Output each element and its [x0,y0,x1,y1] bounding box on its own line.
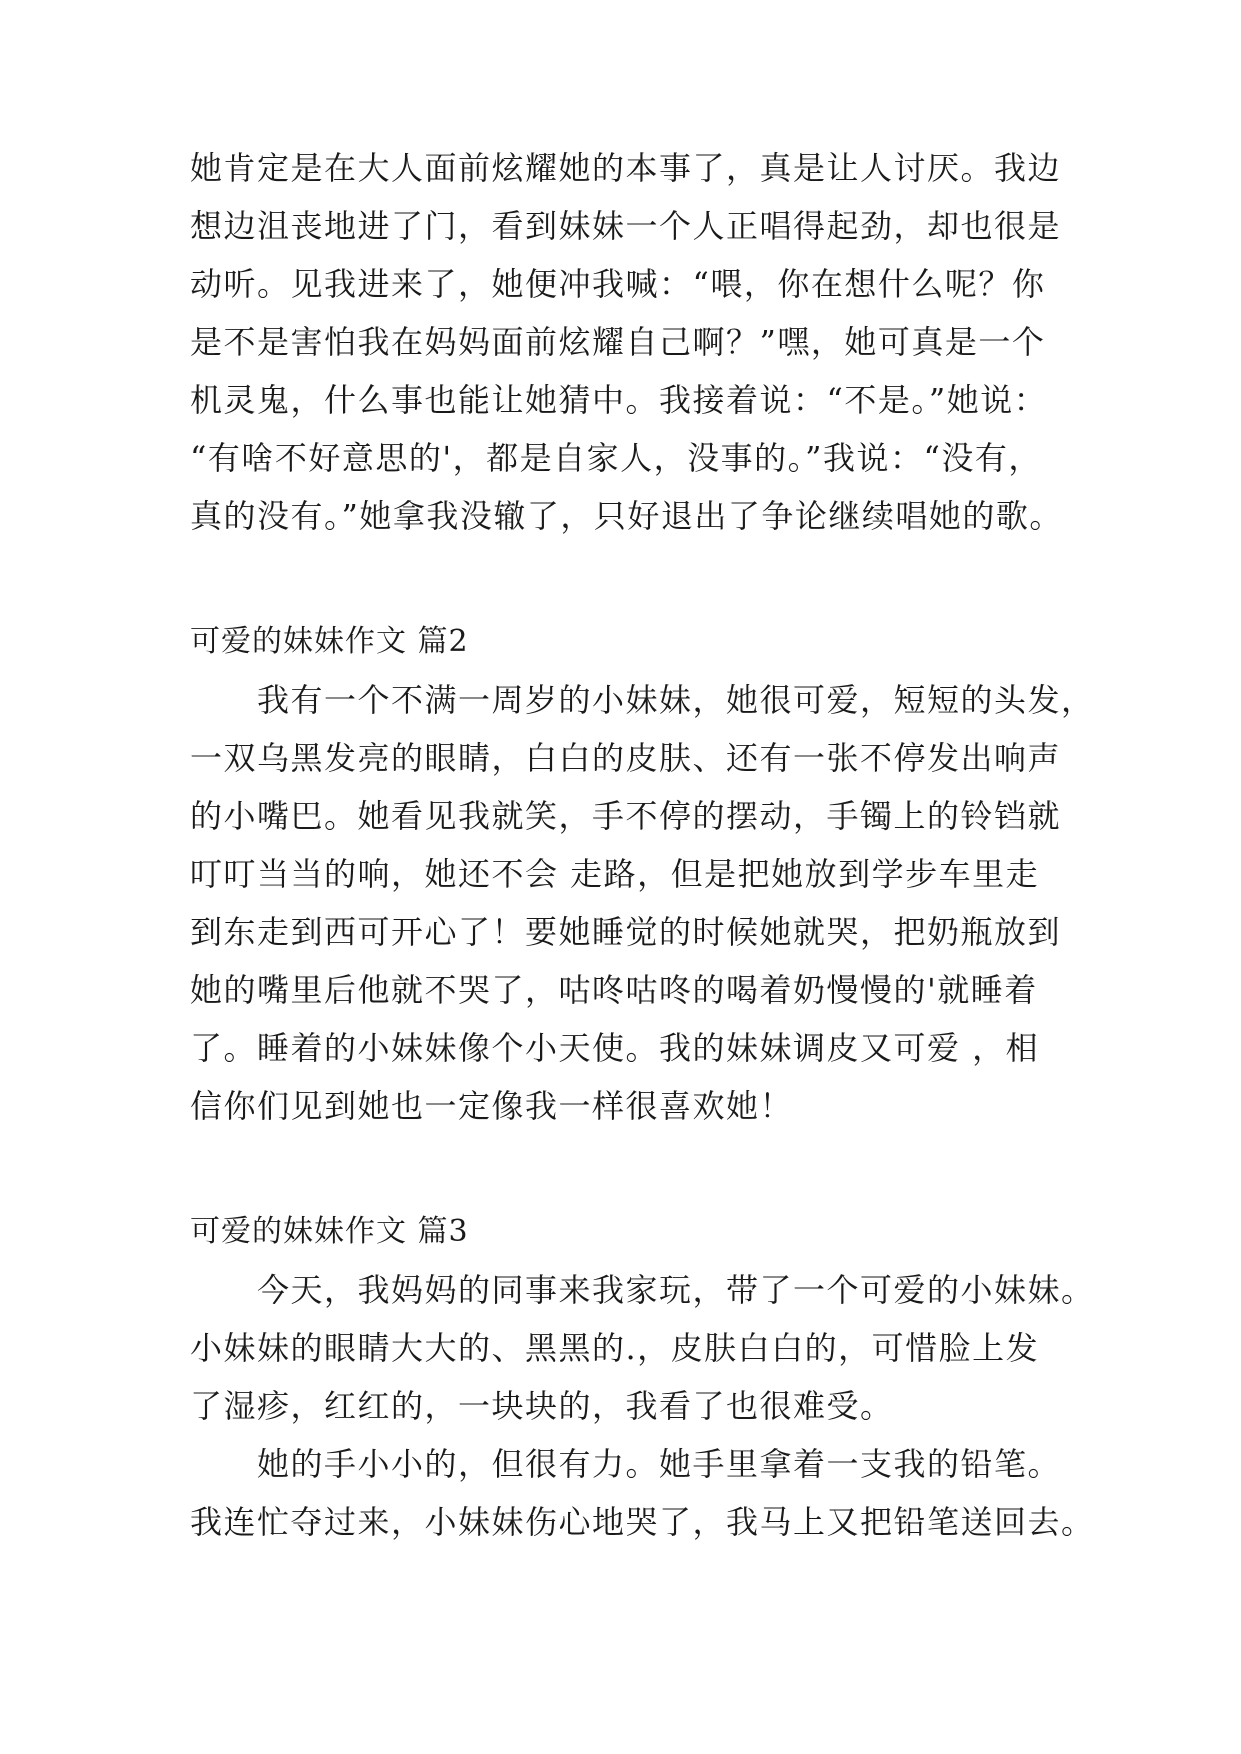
paragraph-line: 今天，我妈妈的同事来我家玩，带了一个可爱的小妹妹。 [190,1271,1095,1309]
paragraph-line: 想边沮丧地进了门，看到妹妹一个人正唱得起劲，却也很是 [190,207,1062,245]
paragraph-line: 了湿疹，红红的，一块块的，我看了也很难受。 [190,1387,894,1425]
paragraph-line: 叮叮当当的响，她还不会 走路，但是把她放到学步车里走 [190,855,1040,893]
paragraph-line: 我连忙夺过来，小妹妹伤心地哭了，我马上又把铅笔送回去。 [190,1503,1095,1541]
section-heading: 可爱的妹妹作文 篇2 [190,624,469,659]
paragraph-line: 我有一个不满一周岁的小妹妹，她很可爱，短短的头发， [190,681,1095,719]
paragraph-line: 信你们见到她也一定像我一样很喜欢她！ [190,1087,794,1125]
paragraph-line: “有啥不好意思的'，都是自家人，没事的。”我说：“没有， [190,439,1042,477]
section-heading: 可爱的妹妹作文 篇3 [190,1214,469,1249]
paragraph-line: 她的嘴里后他就不哭了，咕咚咕咚的喝着奶慢慢的'就睡着 [190,971,1038,1009]
paragraph-line: 一双乌黑发亮的眼睛，白白的皮肤、还有一张不停发出响声 [190,739,1062,777]
paragraph-line: 她肯定是在大人面前炫耀她的本事了，真是让人讨厌。我边 [190,149,1062,187]
paragraph-line: 的小嘴巴。她看见我就笑，手不停的摆动，手镯上的铃铛就 [190,797,1062,835]
paragraph-line: 动听。见我进来了，她便冲我喊：“喂，你在想什么呢？你 [190,265,1046,303]
paragraph-line: 机灵鬼，什么事也能让她猜中。我接着说：“不是。”她说： [190,381,1048,419]
paragraph-line: 小妹妹的眼睛大大的、黑黑的.，皮肤白白的，可惜脸上发 [190,1329,1040,1367]
paragraph-line: 她的手小小的，但很有力。她手里拿着一支我的铅笔。 [190,1445,1062,1483]
paragraph-line: 了。睡着的小妹妹像个小天使。我的妹妹调皮又可爱 ，相 [190,1029,1040,1067]
paragraph-line: 真的没有。”她拿我没辙了，只好退出了争论继续唱她的歌。 [190,497,1063,535]
paragraph-line: 是不是害怕我在妈妈面前炫耀自己啊？”嘿，她可真是一个 [190,323,1046,361]
paragraph-line: 到东走到西可开心了！要她睡觉的时候她就哭，把奶瓶放到 [190,913,1062,951]
